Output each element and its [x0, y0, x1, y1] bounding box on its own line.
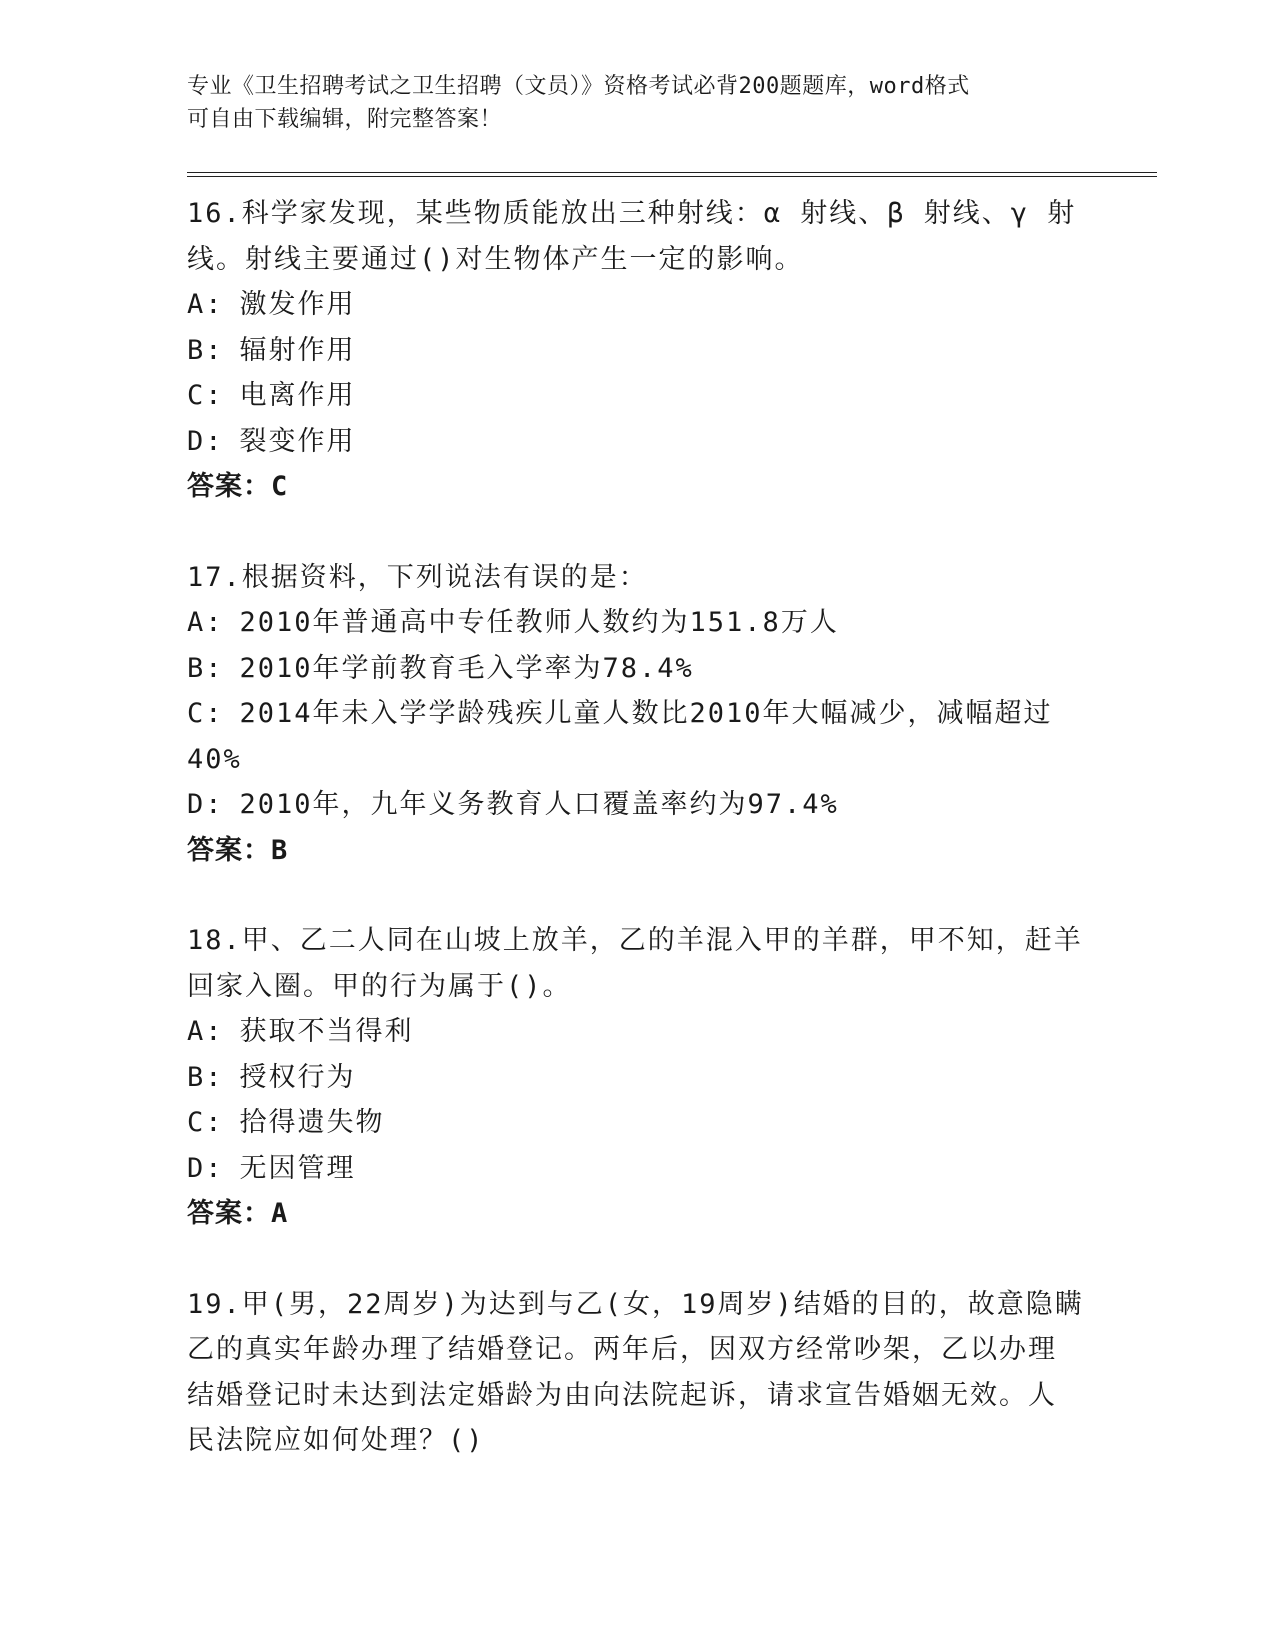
- option-label: A:: [187, 289, 224, 320]
- option-text: 授权行为: [239, 1061, 356, 1093]
- answer: 答案：C: [187, 471, 289, 502]
- option-text: 获取不当得利: [239, 1016, 414, 1047]
- option-label: C:: [187, 698, 224, 729]
- option-label: B:: [187, 1061, 224, 1093]
- option-text: 拾得遗失物: [239, 1107, 385, 1138]
- option-c: [187, 1100, 1157, 1146]
- document-header: [187, 70, 1157, 136]
- option-text: 辐射作用: [239, 334, 356, 366]
- option-text: 2010年普通高中专任教师人数约为151.8万人: [239, 607, 839, 638]
- option-a: [187, 600, 1157, 646]
- question-text-line: 民法院应如何处理？(): [187, 1425, 485, 1456]
- option-b: [187, 328, 1157, 374]
- question-18: [187, 918, 1157, 1237]
- answer: 答案：A: [187, 1198, 289, 1229]
- question-text-line: 结婚登记时未达到法定婚龄为由向法院起诉，请求宣告婚姻无效。人: [187, 1379, 1057, 1411]
- option-label: C:: [187, 380, 224, 411]
- question-text-line: 线。射线主要通过()对生物体产生一定的影响。: [187, 243, 804, 275]
- option-text: 电离作用: [239, 380, 356, 411]
- option-c: [187, 373, 1157, 419]
- option-text: 无因管理: [239, 1152, 356, 1184]
- document-page: [187, 70, 1157, 1509]
- option-text: 2010年，九年义务教育人口覆盖率约为97.4%: [239, 789, 839, 820]
- option-label: B:: [187, 334, 224, 366]
- question-list: [187, 191, 1157, 1464]
- option-b: [187, 646, 1157, 692]
- option-label: A:: [187, 1016, 224, 1047]
- header-divider: [187, 172, 1157, 177]
- question-text-line: 乙的真实年龄办理了结婚登记。两年后，因双方经常吵架，乙以办理: [187, 1334, 1057, 1365]
- option-label: D:: [187, 789, 224, 820]
- question-text-line: 17.根据资料，下列说法有误的是：: [187, 561, 648, 593]
- question-text-line: 18.甲、乙二人同在山坡上放羊，乙的羊混入甲的羊群，甲不知，赶羊: [187, 925, 1083, 956]
- option-d: [187, 1146, 1157, 1192]
- option-d: [187, 782, 1157, 828]
- option-d: [187, 419, 1157, 465]
- option-c: [187, 691, 1157, 737]
- option-label: A:: [187, 607, 224, 638]
- option-text: 40%: [187, 743, 242, 775]
- question-19: [187, 1282, 1157, 1464]
- question-16: [187, 191, 1157, 510]
- option-a: [187, 1009, 1157, 1055]
- option-label: D:: [187, 1152, 224, 1184]
- header-line-2: 可自由下载编辑，附完整答案！: [187, 107, 503, 132]
- question-text-line: 16.科学家发现，某些物质能放出三种射线：α 射线、β 射线、γ 射: [187, 198, 1077, 229]
- question-text-line: 19.甲(男，22周岁)为达到与乙(女，19周岁)结婚的目的，故意隐瞒: [187, 1288, 1084, 1320]
- option-text: 激发作用: [239, 289, 356, 320]
- option-text: 裂变作用: [239, 425, 356, 457]
- option-a: [187, 282, 1157, 328]
- header-line-1: 专业《卫生招聘考试之卫生招聘（文员）》资格考试必背200题题库，word格式: [187, 74, 970, 99]
- option-label: B:: [187, 652, 224, 684]
- option-b: [187, 1055, 1157, 1101]
- option-text: 2014年未入学学龄残疾儿童人数比2010年大幅减少，减幅超过: [239, 698, 1053, 729]
- question-text-line: 回家入圈。甲的行为属于()。: [187, 970, 572, 1002]
- question-17: [187, 555, 1157, 874]
- option-c-continued: [187, 737, 1157, 783]
- answer: 答案：B: [187, 834, 289, 866]
- option-label: C:: [187, 1107, 224, 1138]
- option-label: D:: [187, 425, 224, 457]
- option-text: 2010年学前教育毛入学率为78.4%: [239, 652, 694, 684]
